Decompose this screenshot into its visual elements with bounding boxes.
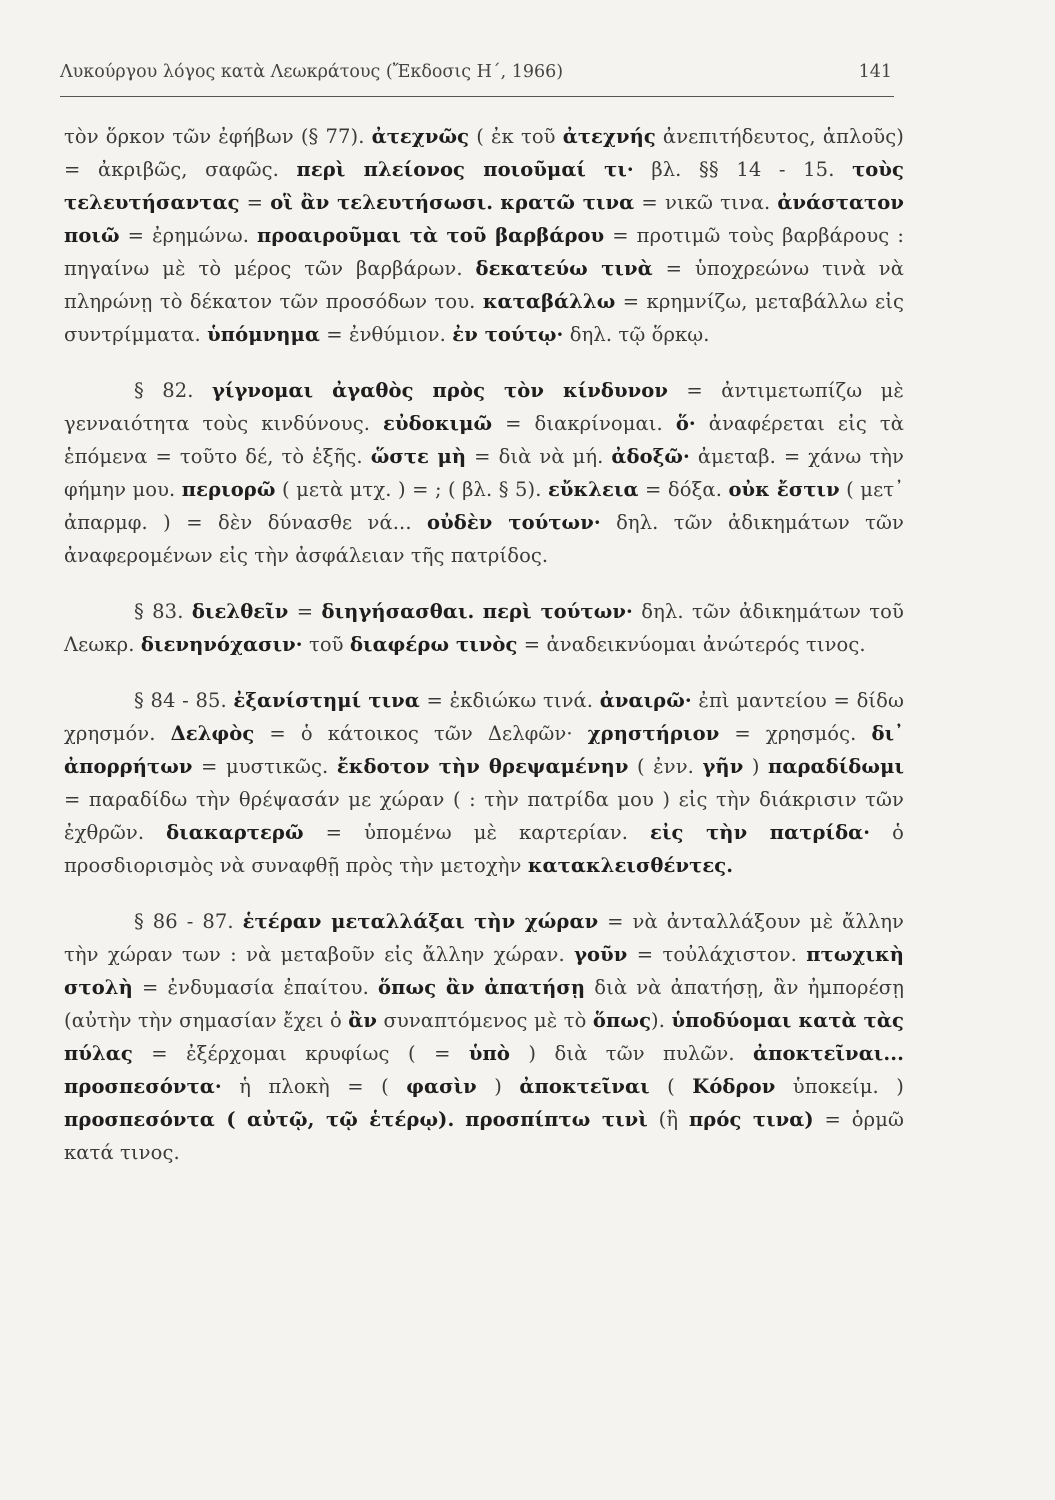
lemma: προσπεσόντα ( αὐτῷ, τῷ ἑτέρῳ). xyxy=(64,1108,455,1131)
lemma: ὑπὸ xyxy=(468,1042,511,1065)
lemma: διαφέρω τινὸς xyxy=(349,633,518,656)
gloss-text: = μυστικῶς. xyxy=(192,755,337,778)
gloss-text: διὰ νὰ ἀπατήσῃ, ἂν ἠμπορέσῃ (αὐτὴν τὴν σημασίαν ἔχει ὁ xyxy=(64,976,904,1032)
lemma: ἀτεχνῶς xyxy=(371,125,470,148)
gloss-text: δηλ. τῶν ἀδικημάτων τῶν ἀναφερομένων εἰς τὴν ἀσφάλειαν τῆς πατρίδος. xyxy=(64,511,904,567)
page-number: 141 xyxy=(858,62,892,82)
gloss-text: § 82. xyxy=(134,379,212,402)
lemma: Δελφὸς xyxy=(170,722,255,745)
gloss-text: συναπτόμενος μὲ τὸ xyxy=(377,1009,593,1032)
gloss-text: ) xyxy=(476,1075,520,1098)
gloss-text: ). xyxy=(651,1009,672,1032)
lemma: ἐξανίστημί τινα xyxy=(233,689,420,712)
gloss-text: ἡ πλοκὴ = ( xyxy=(221,1075,407,1098)
lemma: ἑτέραν μεταλλάξαι τὴν χώραν xyxy=(242,910,599,933)
gloss-text: ἐπὶ μαντείου = δίδω χρησμόν. xyxy=(64,689,905,745)
gloss-text: δηλ. τῷ ὅρκῳ. xyxy=(563,323,710,346)
paragraph xyxy=(64,684,904,882)
gloss-text: ὁ προσδιορισμὸς νὰ συναφθῇ πρὸς τὴν μετοχὴν xyxy=(64,821,905,877)
gloss-text: = προτιμῶ τοὺς βαρβάρους : πηγαίνω μὲ τὸ μέρος τῶν βαρβάρων. xyxy=(64,224,904,280)
gloss-text: τοῦ xyxy=(302,633,350,656)
lemma: διακαρτερῶ xyxy=(166,821,304,844)
gloss-text: ( xyxy=(649,1075,693,1098)
lemma: γίγνομαι ἀγαθὸς πρὸς τὸν κίνδυνον xyxy=(211,379,668,402)
gloss-text: (ἢ xyxy=(647,1108,689,1131)
lemma: γοῦν xyxy=(574,943,628,966)
running-title: Λυκούργου λόγος κατὰ Λεωκράτους (Ἔκδοσις Η΄, 1966) xyxy=(60,62,564,82)
gloss-text: ( ἐκ τοῦ xyxy=(469,125,563,148)
lemma: ἀποκτεῖναι xyxy=(519,1075,650,1098)
gloss-text: ( μετ᾽ ἀπαρμφ. ) = δὲν δύνασθε νά... xyxy=(64,478,905,534)
lemma: γῆν xyxy=(702,755,744,778)
lemma: οὐδὲν τούτων· xyxy=(427,511,601,534)
gloss-text: = δόξα. xyxy=(638,478,729,501)
gloss-text: = ὑπομένω μὲ καρτερίαν. xyxy=(303,821,651,844)
lemma: δεκατεύω τινὰ xyxy=(475,257,653,280)
commentary-body xyxy=(64,120,904,1169)
gloss-text: ) διὰ τῶν πυλῶν. xyxy=(510,1042,754,1065)
gloss-text: δηλ. τῶν ἀδικημάτων τοῦ Λεωκρ. xyxy=(64,600,904,656)
gloss-text: ( ἐνν. xyxy=(628,755,703,778)
lemma: χρηστήριον xyxy=(587,722,720,745)
lemma: πρός τινα) xyxy=(688,1108,814,1131)
lemma: διελθεῖν xyxy=(191,600,289,623)
gloss-text: = ἐξέρχομαι κρυφίως ( = xyxy=(132,1042,469,1065)
lemma: παραδίδωμι xyxy=(768,755,904,778)
lemma: εὔκλεια xyxy=(547,478,639,501)
lemma: ἐν τούτῳ· xyxy=(452,323,564,346)
gloss-text: = παραδίδω τὴν θρέψασάν με χώραν ( : τὴν πατρίδα μου ) εἰς τὴν διάκρισιν τῶν ἐχθρῶν. xyxy=(64,788,904,844)
gloss-text: § 86 - 87. xyxy=(134,910,243,933)
lemma: τοὺς τελευτήσαντας xyxy=(64,158,905,214)
lemma: ἀποκτεῖναι... προσπεσόντα· xyxy=(64,1042,904,1098)
lemma: ὑπόμνημα xyxy=(207,323,320,346)
gloss-text: ὑποκείμ. ) xyxy=(775,1075,904,1098)
lemma: ἀνάστατον ποιῶ xyxy=(64,191,905,247)
gloss-text: = ἀντιμετωπίζω μὲ γενναιότητα τοὺς κινδύνους. xyxy=(64,379,904,435)
lemma: κρατῶ τινα xyxy=(500,191,635,214)
lemma: ὅπως xyxy=(592,1009,652,1032)
gloss-text xyxy=(474,600,482,623)
gloss-text: ἀνεπιτήδευτος, ἁπλοῦς) = ἀκριβῶς, σαφῶς. xyxy=(64,125,904,181)
header-rule xyxy=(60,96,894,97)
paragraph xyxy=(64,120,904,351)
lemma: ἀδοξῶ· xyxy=(611,445,690,468)
lemma: ὅ· xyxy=(675,412,696,435)
lemma: καταβάλλω xyxy=(482,290,616,313)
lemma: οὐκ ἔστιν xyxy=(728,478,840,501)
gloss-text: = διακρίνομαι. xyxy=(492,412,676,435)
gloss-text: βλ. §§ 14 - 15. xyxy=(633,158,853,181)
lemma: ὑποδύομαι κατὰ τὰς πύλας xyxy=(64,1009,904,1065)
gloss-text: = xyxy=(288,600,322,623)
lemma: ὅπως ἂν ἀπατήσῃ xyxy=(378,976,586,999)
lemma: διηγήσασθαι. xyxy=(321,600,475,623)
lemma: διενηνόχασιν· xyxy=(140,633,303,656)
lemma: περιορῶ xyxy=(181,478,276,501)
lemma: ἀναιρῶ· xyxy=(599,689,692,712)
gloss-text: = χρησμός. xyxy=(719,722,872,745)
gloss-text: ἀμεταβ. = χάνω τὴν φήμην μου. xyxy=(64,445,905,501)
lemma: Κόδρον xyxy=(692,1075,776,1098)
gloss-text: § 84 - 85. xyxy=(134,689,234,712)
paragraph xyxy=(64,374,904,572)
paragraph xyxy=(64,905,904,1169)
gloss-text: = ἐκδιώκω τινά. xyxy=(419,689,600,712)
lemma: πτωχικὴ στολὴ xyxy=(64,943,904,999)
gloss-text: ) xyxy=(743,755,769,778)
paragraph xyxy=(64,595,904,661)
lemma: δι᾽ ἀπορρήτων xyxy=(64,722,904,778)
lemma: ἂν xyxy=(348,1009,378,1032)
gloss-text: = ἀναδεικνύομαι ἀνώτερός τινος. xyxy=(517,633,866,656)
gloss-text: = διὰ νὰ μή. xyxy=(466,445,612,468)
gloss-text: = ἐνδυμασία ἐπαίτου. xyxy=(132,976,379,999)
lemma: οἳ ἂν τελευτήσωσι. xyxy=(270,191,494,214)
gloss-text: = ὑποχρεώνω τινὰ νὰ πληρώνῃ τὸ δέκατον τῶν προσόδων του. xyxy=(64,257,904,313)
lemma: ἀτεχνής xyxy=(562,125,656,148)
gloss-text: = κρημνίζω, μεταβάλλω εἰς συντρίμματα. xyxy=(64,290,904,346)
gloss-text xyxy=(454,1108,465,1131)
lemma: περὶ πλείονος ποιοῦμαί τι· xyxy=(296,158,634,181)
gloss-text: τὸν ὅρκον τῶν ἐφήβων (§ 77). xyxy=(64,125,372,148)
gloss-text: = νὰ ἀνταλλάξουν μὲ ἄλλην τὴν χώραν των : νὰ μεταβοῦν εἰς ἄλλην χώραν. xyxy=(64,910,904,966)
lemma: ὥστε μὴ xyxy=(370,445,467,468)
lemma: ἔκδοτον τὴν θρεψαμένην xyxy=(336,755,629,778)
lemma: προαιροῦμαι τὰ τοῦ βαρβάρου xyxy=(257,224,605,247)
gloss-text: = ἐρημώνω. xyxy=(119,224,258,247)
gloss-text: = νικῶ τινα. xyxy=(634,191,778,214)
gloss-text: ( μετὰ μτχ. ) = ; ( βλ. § 5). xyxy=(275,478,548,501)
gloss-text: § 83. xyxy=(134,600,192,623)
gloss-text: = ὁ κάτοικος τῶν Δελφῶν· xyxy=(254,722,588,745)
lemma: προσπίπτω τινὶ xyxy=(465,1108,648,1131)
lemma: φασὶν xyxy=(406,1075,477,1098)
lemma: κατακλεισθέντες. xyxy=(527,854,734,877)
gloss-text: ἀναφέρεται εἰς τὰ ἑπόμενα = τοῦτο δέ, τὸ ἑξῆς. xyxy=(64,412,904,468)
lemma: εὐδοκιμῶ xyxy=(383,412,493,435)
gloss-text: = τοὐλάχιστον. xyxy=(627,943,807,966)
lemma: εἰς τὴν πατρίδα· xyxy=(650,821,871,844)
lemma: περὶ τούτων· xyxy=(482,600,633,623)
gloss-text: = xyxy=(239,191,271,214)
gloss-text: = ἐνθύμιον. xyxy=(319,323,453,346)
gloss-text: = ὁρμῶ κατά τινος. xyxy=(64,1108,904,1164)
